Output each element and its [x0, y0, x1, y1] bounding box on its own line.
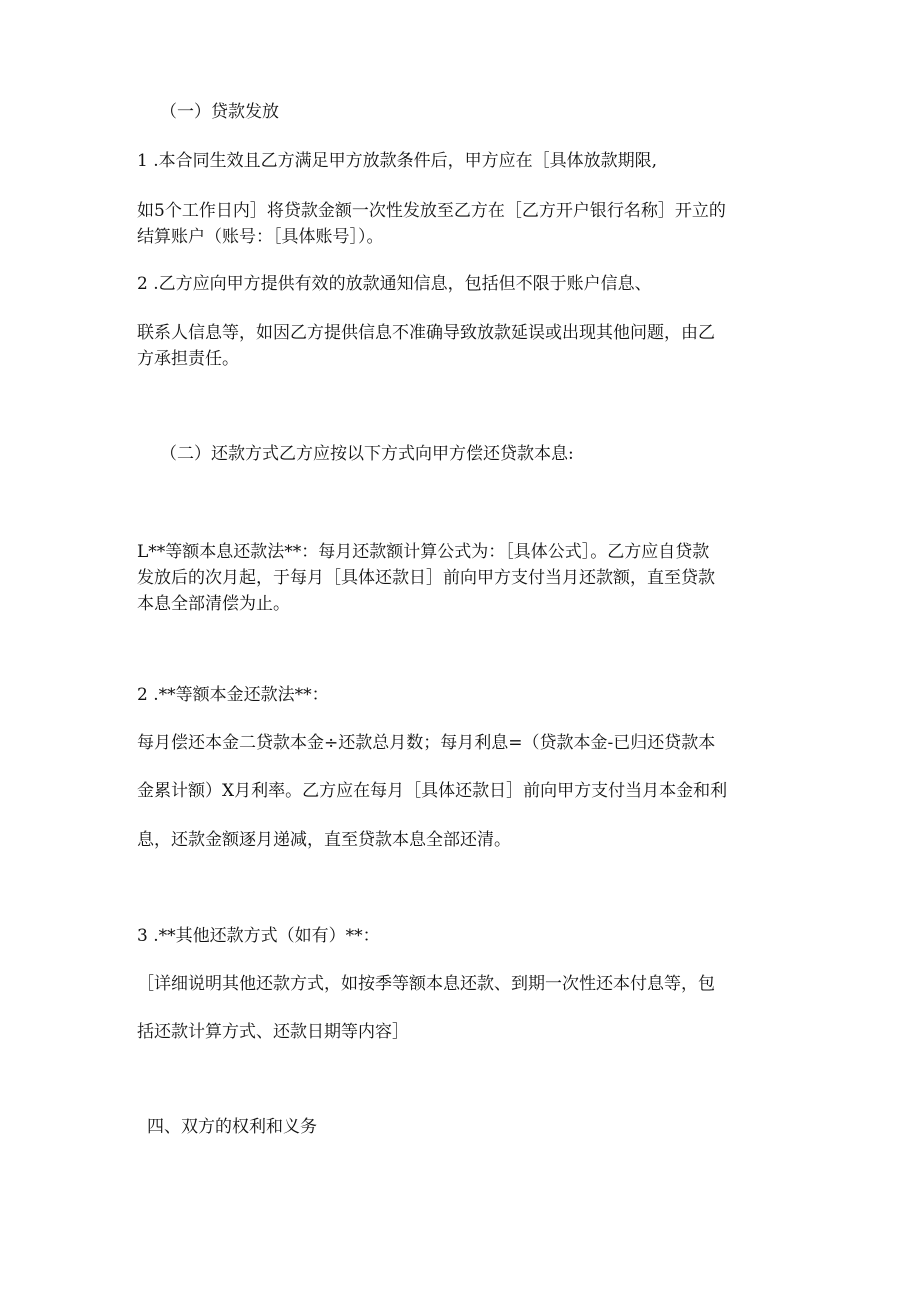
paragraph-line: 联系人信息等，如因乙方提供信息不准确导致放款延误或出现其他问题，由乙 [137, 323, 715, 343]
section-heading-loan-release: （一）贷款发放 [160, 102, 279, 122]
paragraph-line: 本息全部清偿为止。 [137, 594, 290, 614]
paragraph-line: 2 .乙方应向甲方提供有效的放款通知信息，包括但不限于账户信息、 [137, 274, 652, 294]
paragraph-line: L**等额本息还款法**：每月还款额计算公式为：［具体公式］。乙方应自贷款 [137, 542, 710, 562]
paragraph-line: 金累计额）X月利率。乙方应在每月［具体还款日］前向甲方支付当月本金和利 [137, 781, 728, 801]
paragraph-line: 结算账户（账号：［具体账号］）。 [137, 227, 384, 247]
paragraph-line: 方承担责任。 [137, 349, 239, 369]
item-title: 3 .**其他还款方式（如有）**： [137, 926, 380, 946]
paragraph-line: 1 .本合同生效且乙方满足甲方放款条件后，甲方应在［具体放款期限, [137, 151, 658, 171]
paragraph-line: 括还款计算方式、还款日期等内容］ [137, 1022, 409, 1042]
paragraph-line: 发放后的次月起，于每月［具体还款日］前向甲方支付当月还款额，直至贷款 [137, 568, 715, 588]
paragraph-line: 如5个工作日内］将贷款金额一次性发放至乙方在［乙方开户银行名称］开立的 [137, 201, 726, 221]
paragraph-line: ［详细说明其他还款方式，如按季等额本息还款、到期一次性还本付息等，包 [137, 974, 715, 994]
paragraph-line: 息，还款金额逐月递减，直至贷款本息全部还清。 [137, 830, 511, 850]
item-title: 2 .**等额本金还款法**： [137, 685, 329, 705]
paragraph-line: 每月偿还本金二贷款本金÷还款总月数；每月利息=（贷款本金-已归还贷款本 [137, 733, 716, 753]
section-heading-rights: 四、双方的权利和义务 [147, 1117, 317, 1137]
section-heading-repayment: （二）还款方式乙方应按以下方式向甲方偿还贷款本息: [160, 444, 574, 464]
